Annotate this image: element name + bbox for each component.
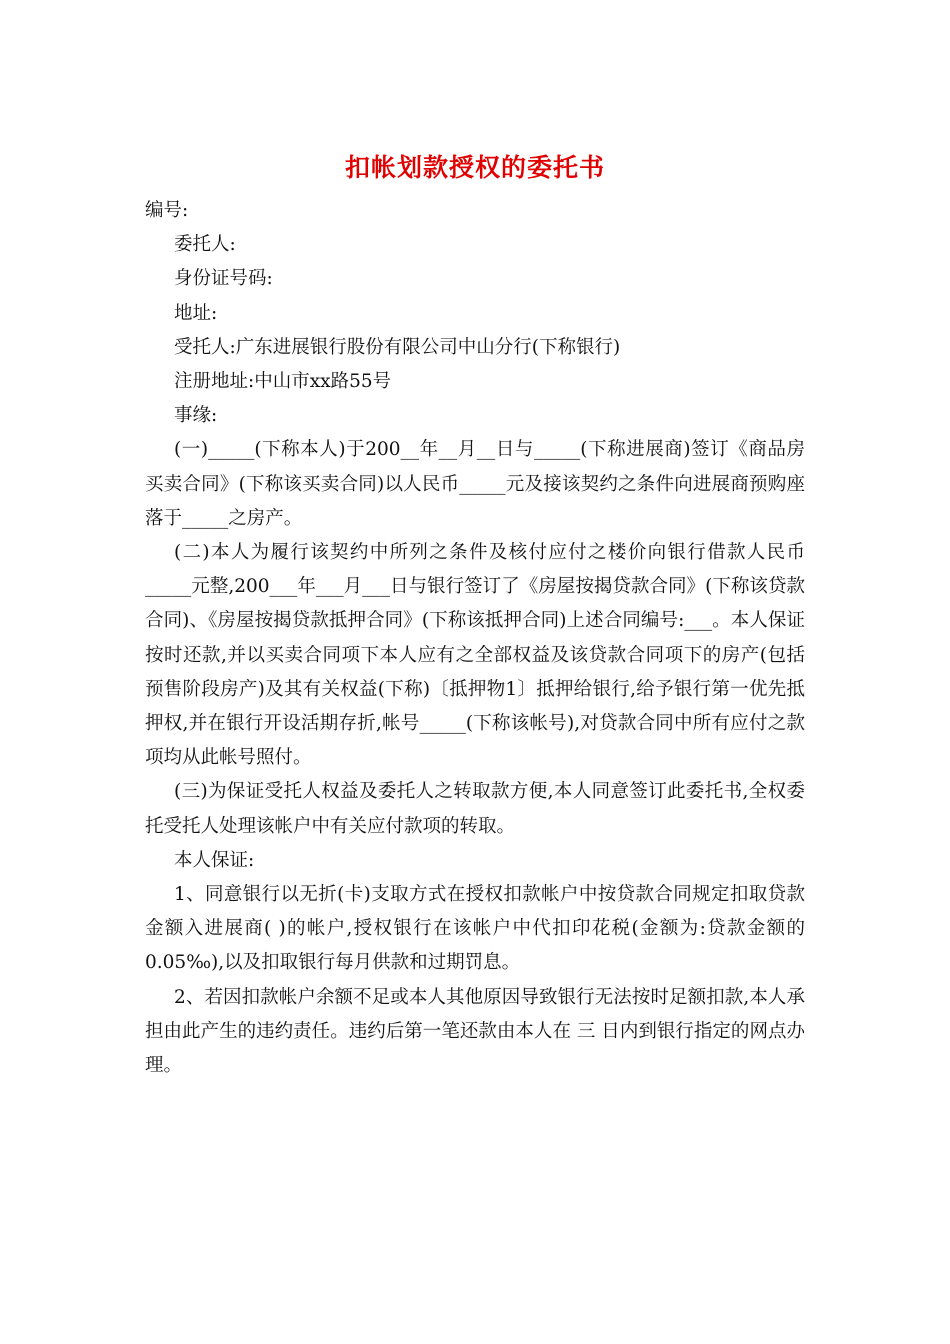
document-title: 扣帐划款授权的委托书	[344, 153, 605, 182]
paragraph-two: (二)本人为履行该契约中所列之条件及核付应付之楼价向银行借款人民币_____元整,200___年___月___日与银行签订了《房屋按揭贷款合同》(下称该贷款合同)、《房屋按揭贷款抵押合同》(下称该抵押合同)上述合同编号:___。本人保证按时还款,并以买卖合同项下本人应有之全部权益及该贷款合同项下的房产(包括预售阶段房产)及其有关权益(下称)〔抵押物1〕抵押给银行,给予银行第一优先抵押权,并在银行开设活期存折,帐号_____(下称该帐号),对贷款合同中所有应付之款项均从此帐号照付。	[145, 542, 805, 769]
guarantee-item: 2、若因扣款帐户余额不足或本人其他原因导致银行无法按时足额扣款,本人承担由此产生的违约责任。违约后第一笔还款由本人在 三 日内到银行指定的网点办理。	[145, 986, 805, 1077]
guarantee-item: 1、同意银行以无折(卡)支取方式在授权扣款帐户中按贷款合同规定扣取贷款金额入进展商( )的帐户,授权银行在该帐户中代扣印花税(金额为:贷款金额的0.05‰),以及扣取银行每月供款和过期罚息。	[145, 884, 805, 974]
document-body	[145, 194, 805, 1083]
guarantee-heading: 本人保证:	[174, 849, 255, 871]
address-line: 地址:	[174, 302, 218, 324]
registered-address-line: 注册地址:中山市xx路55号	[174, 371, 392, 393]
paragraph-three: (三)为保证受托人权益及委托人之转取款方便,本人同意签订此委托书,全权委托受托人处理该帐户中有关应付款项的转取。	[145, 781, 805, 837]
id-number-line: 身份证号码:	[174, 268, 273, 290]
paragraph-one: (一)_____(下称本人)于200__年__月__日与_____(下称进展商)签订《商品房买卖合同》(下称该买卖合同)以人民币_____元及接该契约之条件向进展商预购座落于_____之房产。	[145, 439, 805, 529]
principal-line: 委托人:	[174, 234, 236, 256]
serial-number-line: 编号:	[145, 200, 189, 221]
reason-heading: 事缘:	[174, 405, 218, 427]
trustee-line: 受托人:广东进展银行股份有限公司中山分行(下称银行)	[174, 336, 621, 358]
